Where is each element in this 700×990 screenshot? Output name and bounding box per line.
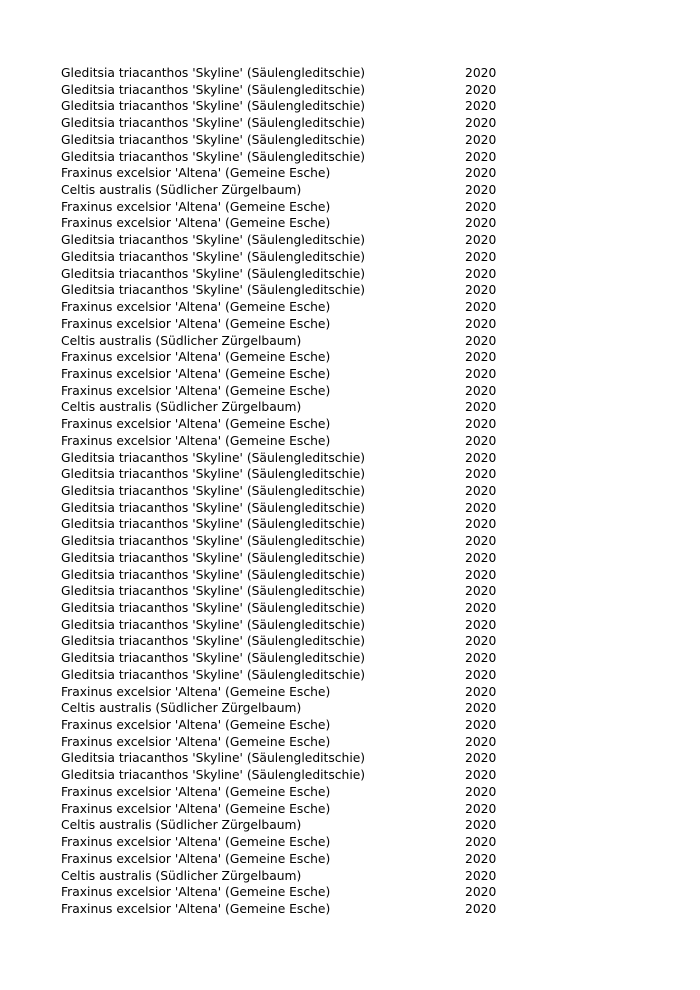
tree-species-name: Fraxinus excelsior 'Altena' (Gemeine Esche)	[61, 885, 331, 900]
planting-year: 2020	[465, 283, 497, 298]
table-row	[61, 550, 501, 567]
table-row	[61, 399, 501, 416]
planting-year: 2020	[465, 651, 497, 666]
tree-species-name: Gleditsia triacanthos 'Skyline' (Säulengleditschie)	[61, 66, 366, 80]
table-row	[61, 767, 501, 784]
table-row	[61, 450, 501, 467]
tree-species-name: Fraxinus excelsior 'Altena' (Gemeine Esche)	[61, 835, 331, 850]
tree-species-name: Gleditsia triacanthos 'Skyline' (Säulengleditschie)	[61, 768, 366, 783]
planting-year: 2020	[465, 534, 497, 549]
tree-species-name: Gleditsia triacanthos 'Skyline' (Säulengleditschie)	[61, 266, 366, 281]
tree-species-name: Gleditsia triacanthos 'Skyline' (Säulengleditschie)	[61, 550, 366, 565]
tree-species-name: Gleditsia triacanthos 'Skyline' (Säulengleditschie)	[61, 751, 366, 766]
table-row	[61, 132, 501, 149]
planting-year: 2020	[465, 550, 497, 565]
tree-species-name: Fraxinus excelsior 'Altena' (Gemeine Esche)	[61, 801, 331, 816]
tree-species-name: Fraxinus excelsior 'Altena' (Gemeine Esche)	[61, 216, 331, 231]
tree-species-name: Fraxinus excelsior 'Altena' (Gemeine Esche)	[61, 851, 331, 866]
tree-species-name: Fraxinus excelsior 'Altena' (Gemeine Esche)	[61, 734, 331, 749]
planting-year: 2020	[465, 99, 497, 114]
table-row	[61, 700, 501, 717]
table-row	[61, 817, 501, 834]
planting-year: 2020	[465, 132, 497, 147]
table-row	[61, 600, 501, 617]
table-row	[61, 516, 501, 533]
planting-year: 2020	[465, 333, 497, 348]
planting-year: 2020	[465, 734, 497, 749]
table-row	[61, 115, 501, 132]
tree-species-name: Fraxinus excelsior 'Altena' (Gemeine Esche)	[61, 166, 331, 181]
tree-species-name: Celtis australis (Südlicher Zürgelbaum)	[61, 183, 302, 198]
planting-year: 2020	[465, 366, 497, 381]
planting-year: 2020	[465, 316, 497, 331]
planting-year: 2020	[465, 199, 497, 214]
planting-year: 2020	[465, 601, 497, 615]
tree-species-name: Fraxinus excelsior 'Altena' (Gemeine Esche)	[61, 350, 331, 365]
tree-species-name: Fraxinus excelsior 'Altena' (Gemeine Esche)	[61, 366, 331, 381]
tree-species-name: Fraxinus excelsior 'Altena' (Gemeine Esche)	[61, 718, 331, 733]
planting-year: 2020	[465, 183, 497, 198]
table-row	[61, 633, 501, 650]
tree-species-name: Celtis australis (Südlicher Zürgelbaum)	[61, 333, 302, 348]
tree-species-name: Gleditsia triacanthos 'Skyline' (Säulengleditschie)	[61, 483, 366, 498]
table-row	[61, 299, 501, 316]
planting-year: 2020	[465, 450, 497, 465]
table-row	[61, 249, 501, 266]
table-row	[61, 466, 501, 483]
tree-species-name: Gleditsia triacanthos 'Skyline' (Säulengleditschie)	[61, 116, 366, 131]
table-row	[61, 884, 501, 901]
tree-species-name: Fraxinus excelsior 'Altena' (Gemeine Esche)	[61, 383, 331, 398]
tree-species-name: Gleditsia triacanthos 'Skyline' (Säulengleditschie)	[61, 283, 366, 298]
planting-year: 2020	[465, 266, 497, 281]
tree-species-name: Fraxinus excelsior 'Altena' (Gemeine Esche)	[61, 417, 331, 432]
tree-species-name: Gleditsia triacanthos 'Skyline' (Säulengleditschie)	[61, 667, 366, 682]
tree-species-name: Gleditsia triacanthos 'Skyline' (Säulengleditschie)	[61, 149, 366, 164]
tree-species-name: Gleditsia triacanthos 'Skyline' (Säulengleditschie)	[61, 517, 366, 532]
planting-year: 2020	[465, 467, 497, 482]
planting-year: 2020	[465, 901, 497, 916]
table-row	[61, 282, 501, 299]
tree-species-name: Gleditsia triacanthos 'Skyline' (Säulengleditschie)	[61, 249, 366, 264]
planting-year: 2020	[465, 66, 497, 80]
table-row	[61, 851, 501, 868]
planting-year: 2020	[465, 216, 497, 231]
planting-year: 2020	[465, 82, 497, 97]
tree-species-name: Gleditsia triacanthos 'Skyline' (Säulengleditschie)	[61, 82, 366, 97]
tree-species-name: Gleditsia triacanthos 'Skyline' (Säulengleditschie)	[61, 601, 366, 615]
planting-year: 2020	[465, 166, 497, 181]
table-row	[61, 667, 501, 684]
tree-species-name: Gleditsia triacanthos 'Skyline' (Säulengleditschie)	[61, 617, 366, 632]
tree-species-name: Fraxinus excelsior 'Altena' (Gemeine Esche)	[61, 684, 331, 699]
table-row	[61, 868, 501, 885]
planting-year: 2020	[465, 383, 497, 398]
table-row	[61, 717, 501, 734]
table-row	[61, 834, 501, 851]
table-row	[61, 349, 501, 366]
tree-species-name: Fraxinus excelsior 'Altena' (Gemeine Esche)	[61, 300, 331, 315]
table-row	[61, 65, 501, 82]
planting-year: 2020	[465, 300, 497, 315]
tree-species-name: Gleditsia triacanthos 'Skyline' (Säulengleditschie)	[61, 651, 366, 666]
table-row	[61, 901, 501, 918]
table-row	[61, 215, 501, 232]
planting-year: 2020	[465, 701, 497, 716]
planting-year: 2020	[465, 835, 497, 850]
table-row	[61, 232, 501, 249]
planting-year: 2020	[465, 417, 497, 432]
tree-species-name: Fraxinus excelsior 'Altena' (Gemeine Esche)	[61, 199, 331, 214]
planting-year: 2020	[465, 483, 497, 498]
tree-species-name: Gleditsia triacanthos 'Skyline' (Säulengleditschie)	[61, 534, 366, 549]
table-row	[61, 333, 501, 350]
tree-species-name: Gleditsia triacanthos 'Skyline' (Säulengleditschie)	[61, 467, 366, 482]
table-row	[61, 383, 501, 400]
planting-year: 2020	[465, 784, 497, 799]
planting-year: 2020	[465, 584, 497, 599]
table-row	[61, 316, 501, 333]
tree-species-name: Gleditsia triacanthos 'Skyline' (Säulengleditschie)	[61, 233, 366, 248]
tree-species-name: Fraxinus excelsior 'Altena' (Gemeine Esche)	[61, 316, 331, 331]
table-row	[61, 750, 501, 767]
table-row	[61, 734, 501, 751]
tree-species-name: Gleditsia triacanthos 'Skyline' (Säulengleditschie)	[61, 132, 366, 147]
table-row	[61, 433, 501, 450]
tree-species-name: Fraxinus excelsior 'Altena' (Gemeine Esche)	[61, 784, 331, 799]
planting-year: 2020	[465, 350, 497, 365]
table-row	[61, 533, 501, 550]
planting-year: 2020	[465, 684, 497, 699]
tree-species-name: Gleditsia triacanthos 'Skyline' (Säulengleditschie)	[61, 500, 366, 515]
table-row	[61, 583, 501, 600]
tree-species-name: Celtis australis (Südlicher Zürgelbaum)	[61, 400, 302, 415]
table-row	[61, 617, 501, 634]
table-row	[61, 684, 501, 701]
planting-year: 2020	[465, 116, 497, 131]
table-row	[61, 182, 501, 199]
planting-year: 2020	[465, 751, 497, 766]
table-row	[61, 165, 501, 182]
planting-year: 2020	[465, 768, 497, 783]
planting-year: 2020	[465, 249, 497, 264]
planting-year: 2020	[465, 851, 497, 866]
planting-year: 2020	[465, 233, 497, 248]
planting-year: 2020	[465, 818, 497, 833]
table-row	[61, 567, 501, 584]
table-row	[61, 483, 501, 500]
table-row	[61, 266, 501, 283]
table-row	[61, 801, 501, 818]
planting-year: 2020	[465, 433, 497, 448]
tree-species-name: Gleditsia triacanthos 'Skyline' (Säulengleditschie)	[61, 567, 366, 582]
planting-year: 2020	[465, 567, 497, 582]
planting-year: 2020	[465, 868, 497, 883]
table-row	[61, 199, 501, 216]
table-row	[61, 650, 501, 667]
table-row	[61, 416, 501, 433]
table-row	[61, 784, 501, 801]
planting-year: 2020	[465, 149, 497, 164]
planting-year: 2020	[465, 500, 497, 515]
tree-species-name: Fraxinus excelsior 'Altena' (Gemeine Esche)	[61, 433, 331, 448]
tree-species-name: Gleditsia triacanthos 'Skyline' (Säulengleditschie)	[61, 450, 366, 465]
table-row	[61, 98, 501, 115]
planting-year: 2020	[465, 634, 497, 649]
tree-species-name: Celtis australis (Südlicher Zürgelbaum)	[61, 868, 302, 883]
tree-species-name: Gleditsia triacanthos 'Skyline' (Säulengleditschie)	[61, 584, 366, 599]
planting-year: 2020	[465, 885, 497, 900]
planting-year: 2020	[465, 617, 497, 632]
tree-species-name: Gleditsia triacanthos 'Skyline' (Säulengleditschie)	[61, 634, 366, 649]
tree-species-name: Gleditsia triacanthos 'Skyline' (Säulengleditschie)	[61, 99, 366, 114]
table-row	[61, 500, 501, 517]
tree-species-name: Celtis australis (Südlicher Zürgelbaum)	[61, 701, 302, 716]
table-row	[61, 82, 501, 99]
tree-species-name: Celtis australis (Südlicher Zürgelbaum)	[61, 818, 302, 833]
planting-year: 2020	[465, 400, 497, 415]
planting-year: 2020	[465, 667, 497, 682]
table-row	[61, 149, 501, 166]
planting-year: 2020	[465, 517, 497, 532]
tree-species-name: Fraxinus excelsior 'Altena' (Gemeine Esche)	[61, 901, 331, 916]
planting-year: 2020	[465, 718, 497, 733]
table-row	[61, 366, 501, 383]
planting-year: 2020	[465, 801, 497, 816]
tree-list-table	[61, 65, 501, 918]
